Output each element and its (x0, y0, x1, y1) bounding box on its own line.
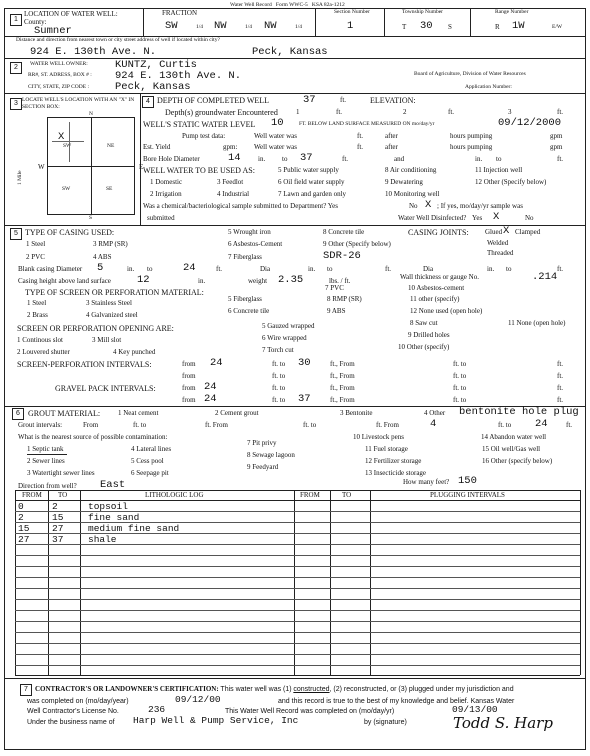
gw-label: Depth(s) groundwater Encountered (165, 108, 278, 117)
owner-label: WATER WELL OWNER: (30, 61, 88, 67)
opening-label: SCREEN OR PERFORATION OPENING ARE: (17, 324, 174, 333)
well-address: 924 E. 130th Ave. N. (30, 46, 157, 58)
section-2-number: 2 (10, 62, 22, 74)
location-label: LOCATION OF WATER WELL: (24, 10, 118, 18)
gravel-from-2: 24 (204, 393, 217, 405)
fraction-label: FRACTION (162, 9, 198, 17)
county-value: Sumner (34, 25, 72, 37)
casing-weight: 2.35 (278, 274, 304, 286)
section-4-number: 4 (142, 96, 154, 108)
depth-label: DEPTH OF COMPLETED WELL (157, 96, 270, 105)
intervals-label: SCREEN-PERFORATION INTERVALS: (17, 360, 152, 369)
mile-label: 1 Mile (17, 170, 23, 185)
township-label: Township Number (402, 9, 444, 15)
well-city: Peck, Kansas (252, 46, 328, 58)
grout-other-value: bentonite hole plug (459, 406, 579, 418)
township-value: 30 (420, 20, 433, 32)
log-header-lithologic: LITHOLOGIC LOG (145, 491, 204, 499)
completed-date: 09/12/00 (175, 694, 221, 705)
blank-to: 24 (183, 262, 196, 274)
static-value: 10 (271, 117, 284, 129)
section-1-number: 1 (10, 14, 22, 26)
direction-value: East (100, 479, 126, 491)
chem-no-mark: X (425, 199, 432, 211)
log-header-from: FROM (22, 491, 42, 499)
section-5-number: 5 (10, 228, 22, 240)
log-header-to-2: TO (342, 491, 352, 499)
fraction-1: SW (165, 20, 178, 32)
owner-city: Peck, Kansas (115, 81, 191, 93)
fraction-2: NW (214, 20, 227, 32)
screen-label: TYPE OF SCREEN OR PERFORATION MATERIAL: (25, 288, 204, 297)
depth-value: 37 (303, 94, 316, 106)
application-label: Application Number: (465, 84, 512, 90)
direction-label: Distance and direction from nearest town or city street address of well if located within city? (16, 37, 220, 43)
casing-other-value: SDR-26 (323, 250, 361, 262)
grout-to: 24 (535, 418, 548, 430)
grout-label: GROUT MATERIAL: (28, 409, 101, 418)
grout-from: 4 (430, 418, 437, 430)
use-label: WELL WATER TO BE USED AS: (143, 166, 255, 175)
how-many-feet: 150 (458, 475, 477, 487)
screen-to: 30 (298, 357, 311, 369)
log-header-from-2: FROM (300, 491, 320, 499)
range-value: 1W (512, 20, 525, 32)
business-name: Harp Well & Pump Service, Inc (133, 715, 299, 726)
clamped-mark: X (503, 225, 510, 237)
elevation-label: ELEVATION: (370, 96, 416, 105)
gravel-from-1: 24 (204, 381, 217, 393)
county-label: County: (24, 18, 47, 26)
chem-label: Was a chemical/bacteriological sample submitted to Department? Yes (143, 202, 338, 210)
casing-height: 12 (137, 274, 150, 286)
blank-diameter: 5 (97, 262, 104, 274)
signature: Todd S. Harp (453, 714, 553, 732)
license-number: 236 (148, 704, 166, 715)
section-number-label: Section Number (334, 9, 370, 15)
log-header-to: TO (58, 491, 68, 499)
disinfected-mark: X (493, 211, 500, 223)
static-label: WELL'S STATIC WATER LEVEL (143, 120, 256, 129)
section-number-value: 1 (347, 20, 354, 32)
gravel-to-2: 37 (298, 393, 311, 405)
static-date: 09/12/2000 (498, 117, 562, 129)
certification-line-1: CONTRACTOR'S OR LANDOWNER'S CERTIFICATION: This water well was (1) constructed, (2) reconstructed, or (3) plugged under my jurisdiction and (35, 685, 514, 693)
log-header-plugging: PLUGGING INTERVALS (430, 491, 505, 499)
section-3-number: 3 (10, 98, 22, 110)
fraction-3: NW (264, 20, 277, 32)
section-6-number: 6 (12, 408, 24, 420)
location-x-mark: X (58, 131, 65, 143)
form-title: Water Well Record Form WWC-5 KSA 82a-1212 (230, 2, 345, 8)
rr-label: RR#, ST. ADRESS, BOX # : (28, 72, 92, 78)
range-label: Range Number (495, 9, 529, 15)
locate-label: LOCATE WELL'S LOCATION WITH AN "X" IN SECTION BOX: (22, 97, 135, 110)
board-label: Board of Agriculture, Division of Water Resources (414, 71, 526, 77)
wall-thickness: .214 (532, 271, 558, 283)
casing-label: TYPE OF CASING USED: (25, 228, 115, 237)
bore-to: 37 (300, 152, 313, 164)
screen-from: 24 (210, 357, 223, 369)
bore-diameter: 14 (228, 152, 241, 164)
record-date: 09/13/00 (452, 704, 498, 715)
section-7-number: 7 (20, 684, 32, 696)
rr-value: 924 E. 130th Ave. N. (115, 70, 242, 82)
owner-value: KUNTZ, Curtis (115, 59, 197, 71)
gravel-label: GRAVEL PACK INTERVALS: (55, 384, 156, 393)
city-label: CITY, STATE, ZIP CODE : (28, 84, 89, 90)
joints-label: CASING JOINTS: (408, 228, 469, 237)
